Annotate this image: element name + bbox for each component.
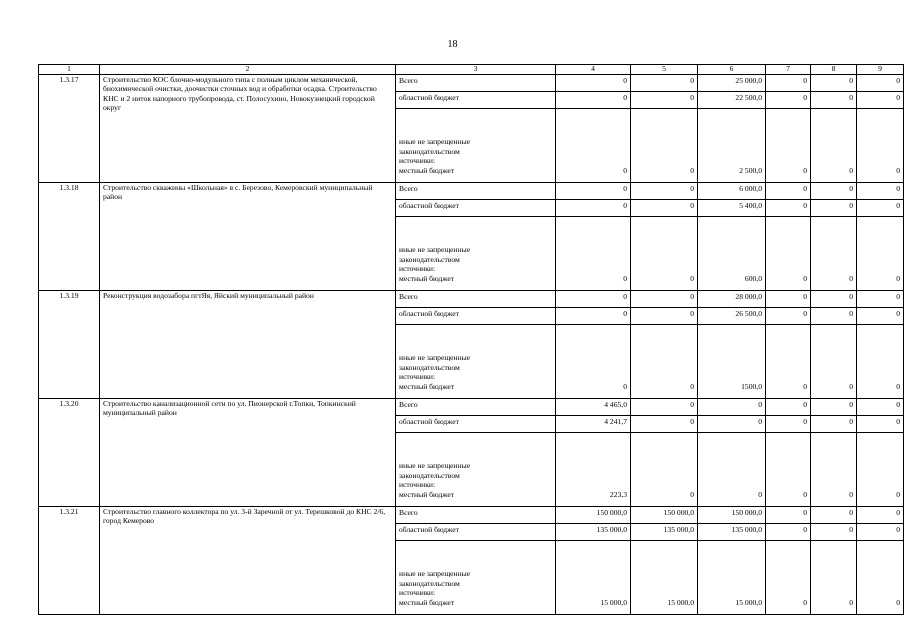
source-label: местный бюджет	[399, 165, 455, 175]
table-row	[39, 399, 904, 416]
table-row	[39, 291, 904, 308]
column-number-row	[39, 65, 904, 75]
amount-cell: 0	[857, 75, 904, 92]
amount-cell: 0	[631, 308, 698, 325]
amount-cell: 600,0	[698, 217, 766, 291]
amount-cell: 0	[631, 416, 698, 433]
item-name: Строительство канализационной сети по ул. Пионерской г.Топки, Топкинский муниципальный район	[100, 399, 396, 507]
amount-cell: 0	[857, 433, 904, 507]
source-label-line: источники:	[399, 264, 436, 274]
amount-cell: 0	[811, 75, 857, 92]
amount-cell: 0	[631, 433, 698, 507]
amount-cell: 0	[766, 308, 811, 325]
column-number: 5	[631, 65, 698, 75]
amount-cell: 26 500,0	[698, 308, 766, 325]
amount-cell: 0	[766, 291, 811, 308]
source-label: областной бюджет	[396, 524, 556, 541]
source-label-line: законодательством	[399, 146, 460, 156]
amount-cell: 15 000,0	[698, 541, 766, 615]
source-label-line: источники:	[399, 156, 436, 166]
amount-cell: 0	[631, 291, 698, 308]
amount-cell: 15 000,0	[631, 541, 698, 615]
source-label: местный бюджет	[399, 597, 455, 607]
amount-cell: 0	[857, 308, 904, 325]
source-label: областной бюджет	[396, 200, 556, 217]
amount-cell: 0	[766, 200, 811, 217]
source-label-line: законодательством	[399, 470, 460, 480]
amount-cell: 0	[811, 308, 857, 325]
amount-cell: 0	[857, 183, 904, 200]
source-label-line: иные не запрещенные	[399, 137, 471, 147]
amount-cell: 135 000,0	[698, 524, 766, 541]
source-label-line: иные не запрещенные	[399, 353, 471, 363]
amount-cell: 4 465,0	[556, 399, 631, 416]
source-label: Всего	[396, 75, 556, 92]
column-number: 1	[39, 65, 100, 75]
amount-cell: 0	[811, 200, 857, 217]
amount-cell: 0	[766, 109, 811, 183]
source-label: областной бюджет	[396, 92, 556, 109]
source-label: местный бюджет	[399, 381, 455, 391]
amount-cell: 0	[556, 109, 631, 183]
amount-cell: 0	[857, 217, 904, 291]
source-label: местный бюджет	[399, 273, 455, 283]
amount-cell: 0	[766, 325, 811, 399]
column-number: 9	[857, 65, 904, 75]
amount-cell: 0	[698, 416, 766, 433]
amount-cell: 0	[811, 416, 857, 433]
amount-cell: 5 400,0	[698, 200, 766, 217]
item-code: 1.3.17	[39, 75, 100, 183]
amount-cell: 150 000,0	[698, 507, 766, 524]
amount-cell: 0	[631, 200, 698, 217]
source-label: Всего	[396, 291, 556, 308]
amount-cell: 0	[857, 325, 904, 399]
amount-cell: 0	[811, 507, 857, 524]
amount-cell: 0	[766, 399, 811, 416]
source-label-line: иные не запрещенные	[399, 461, 471, 471]
amount-cell: 0	[857, 507, 904, 524]
amount-cell: 0	[766, 416, 811, 433]
amount-cell: 15 000,0	[556, 541, 631, 615]
column-number: 3	[396, 65, 556, 75]
table-row	[39, 75, 904, 92]
source-label-block	[396, 325, 556, 399]
source-label-line: законодательством	[399, 254, 460, 264]
source-label: областной бюджет	[396, 416, 556, 433]
amount-cell: 150 000,0	[631, 507, 698, 524]
amount-cell: 0	[811, 183, 857, 200]
amount-cell: 0	[556, 217, 631, 291]
amount-cell: 0	[811, 541, 857, 615]
amount-cell: 6 000,0	[698, 183, 766, 200]
amount-cell: 0	[698, 399, 766, 416]
item-name: Строительство КОС блочно-модульного типа с полным циклом механической, биохимической очистки, доочистки сточных вод и обработки осадка. Строительство КНС и 2 ниток напорного трубопровода, ст. Полосухино, Новокузнецкий городской округ	[100, 75, 396, 183]
amount-cell: 0	[811, 524, 857, 541]
source-label-block	[396, 541, 556, 615]
amount-cell: 0	[857, 399, 904, 416]
amount-cell: 0	[766, 75, 811, 92]
table-row	[39, 507, 904, 524]
source-label-line: иные не запрещенные	[399, 569, 471, 579]
amount-cell: 0	[857, 109, 904, 183]
column-number: 4	[556, 65, 631, 75]
source-label-line: иные не запрещенные	[399, 245, 471, 255]
amount-cell: 0	[698, 433, 766, 507]
amount-cell: 0	[811, 325, 857, 399]
item-name: Строительство скважины «Школьная» в с. Березово, Кемеровский муниципальный район	[100, 183, 396, 291]
amount-cell: 0	[556, 75, 631, 92]
amount-cell: 0	[811, 109, 857, 183]
amount-cell: 0	[811, 217, 857, 291]
amount-cell: 22 500,0	[698, 92, 766, 109]
item-code: 1.3.18	[39, 183, 100, 291]
column-number: 6	[698, 65, 766, 75]
amount-cell: 0	[556, 92, 631, 109]
source-label-line: источники:	[399, 588, 436, 598]
budget-table	[38, 64, 904, 615]
amount-cell: 0	[857, 416, 904, 433]
column-number: 2	[100, 65, 396, 75]
amount-cell: 0	[857, 524, 904, 541]
amount-cell: 135 000,0	[631, 524, 698, 541]
amount-cell: 135 000,0	[556, 524, 631, 541]
amount-cell: 0	[857, 200, 904, 217]
source-label: областной бюджет	[396, 308, 556, 325]
amount-cell: 0	[556, 200, 631, 217]
amount-cell: 0	[556, 183, 631, 200]
source-label-block	[396, 109, 556, 183]
source-label-line: источники:	[399, 480, 436, 490]
amount-cell: 0	[811, 399, 857, 416]
amount-cell: 0	[556, 325, 631, 399]
amount-cell: 0	[631, 75, 698, 92]
item-code: 1.3.19	[39, 291, 100, 399]
amount-cell: 0	[811, 92, 857, 109]
amount-cell: 0	[631, 183, 698, 200]
amount-cell: 0	[811, 291, 857, 308]
amount-cell: 0	[556, 308, 631, 325]
source-label-line: законодательством	[399, 362, 460, 372]
column-number: 8	[811, 65, 857, 75]
amount-cell: 0	[766, 541, 811, 615]
amount-cell: 25 000,0	[698, 75, 766, 92]
amount-cell: 28 000,0	[698, 291, 766, 308]
amount-cell: 0	[766, 92, 811, 109]
item-name: Реконструкция водозабора пгтЯя, Яйский муниципальный район	[100, 291, 396, 399]
source-label-block	[396, 217, 556, 291]
item-name: Строительство главного коллектора по ул. 3-й Заречной от ул. Терешковой до КНС 2/6, город Кемерово	[100, 507, 396, 615]
table-row	[39, 183, 904, 200]
amount-cell: 0	[766, 183, 811, 200]
source-label-line: источники:	[399, 372, 436, 382]
source-label: Всего	[396, 399, 556, 416]
source-label-line: законодательством	[399, 578, 460, 588]
amount-cell: 0	[631, 399, 698, 416]
amount-cell: 0	[631, 92, 698, 109]
column-number: 7	[766, 65, 811, 75]
amount-cell: 0	[857, 92, 904, 109]
amount-cell: 0	[631, 325, 698, 399]
source-label: Всего	[396, 183, 556, 200]
amount-cell: 0	[766, 217, 811, 291]
source-label-block	[396, 433, 556, 507]
item-code: 1.3.20	[39, 399, 100, 507]
amount-cell: 0	[811, 433, 857, 507]
amount-cell: 4 241,7	[556, 416, 631, 433]
amount-cell: 0	[556, 291, 631, 308]
source-label: местный бюджет	[399, 489, 455, 499]
amount-cell: 0	[766, 433, 811, 507]
amount-cell: 0	[766, 507, 811, 524]
amount-cell: 150 000,0	[556, 507, 631, 524]
page-number: 18	[447, 39, 458, 50]
source-label: Всего	[396, 507, 556, 524]
amount-cell: 2 500,0	[698, 109, 766, 183]
amount-cell: 1500,0	[698, 325, 766, 399]
amount-cell: 0	[766, 524, 811, 541]
amount-cell: 223,3	[556, 433, 631, 507]
amount-cell: 0	[857, 291, 904, 308]
amount-cell: 0	[857, 541, 904, 615]
amount-cell: 0	[631, 217, 698, 291]
item-code: 1.3.21	[39, 507, 100, 615]
amount-cell: 0	[631, 109, 698, 183]
